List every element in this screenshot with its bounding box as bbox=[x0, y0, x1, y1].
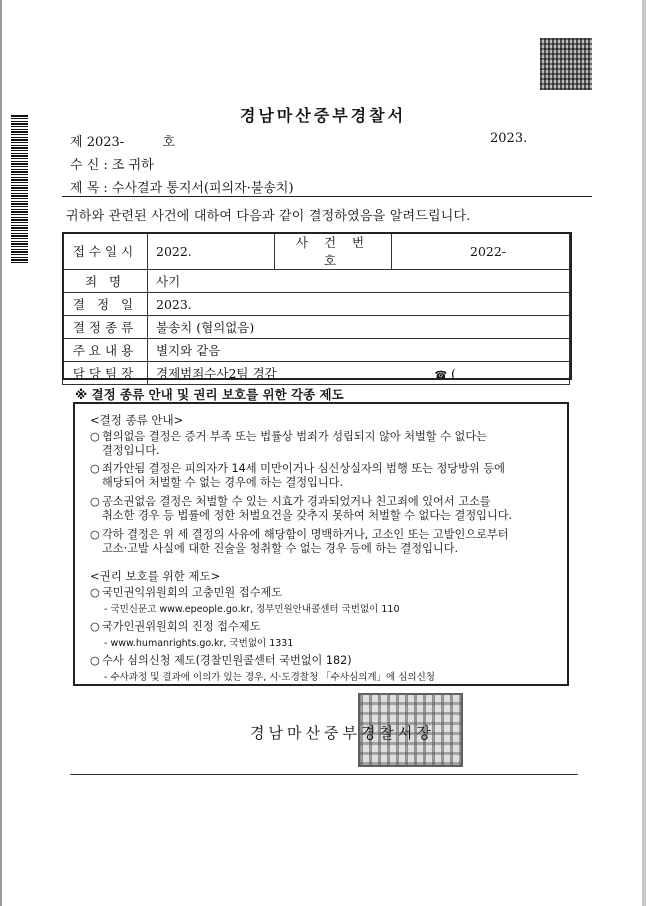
notice-heading: ※ 결정 종류 안내 및 권리 보호를 위한 각종 제도 bbox=[75, 387, 344, 402]
list-item bbox=[90, 495, 560, 523]
document-title: 경남마산중부경찰서 bbox=[239, 106, 407, 125]
received-label: 접수일시 bbox=[63, 233, 148, 270]
doc-no-suffix: 호 bbox=[162, 135, 176, 150]
table-row bbox=[63, 339, 570, 362]
issuer-name: 경남마산중부경찰서장 bbox=[250, 724, 435, 742]
list-item bbox=[90, 462, 560, 490]
decision-item-line: 혐의없음 결정은 증거 부족 또는 법률상 범죄가 성립되지 않아 처벌할 수 없다는 bbox=[102, 430, 487, 443]
list-item bbox=[90, 654, 560, 668]
decision-type-value: 불송치 (혐의없음) bbox=[148, 316, 570, 339]
phone-icon: ☎ bbox=[434, 370, 448, 381]
bullet-icon: ○ bbox=[90, 586, 100, 599]
rights-item-sub: - www.humanrights.go.kr, 국번없이 1331 bbox=[104, 638, 294, 649]
bullet-icon: ○ bbox=[90, 462, 100, 475]
officer-value bbox=[148, 362, 570, 385]
doc-no-prefix: 제 2023- bbox=[70, 135, 125, 150]
table-row bbox=[63, 270, 570, 293]
charge-value: 사기 bbox=[148, 270, 570, 293]
summary-value: 별지와 같음 bbox=[148, 339, 570, 362]
decision-type-label: 결정종류 bbox=[63, 316, 148, 339]
decision-item-line: 고소·고발 사실에 대한 진술을 청취할 수 없는 경우 등에 하는 결정입니다. bbox=[102, 542, 459, 555]
decision-item-line: 취소한 경우 등 법률에 정한 처벌요건을 갖추지 못하여 처벌할 수 없다는 결정입니다. bbox=[102, 509, 513, 522]
rights-item-sub: - 수사과정 및 결과에 이의가 있는 경우, 시·도경찰청 「수사심의계」에 심의신청 bbox=[104, 672, 435, 683]
bullet-icon: ○ bbox=[90, 620, 100, 633]
document-number bbox=[70, 131, 175, 150]
officer-label: 담당팀장 bbox=[63, 362, 148, 385]
rights-item-line: 수사 심의신청 제도(경찰민원콜센터 국번없이 182) bbox=[102, 654, 352, 667]
list-item bbox=[90, 528, 560, 556]
decision-date-label: 결 정 일 bbox=[63, 293, 148, 316]
rights-title: <권리 보호를 위한 제도> bbox=[90, 569, 221, 583]
table-row bbox=[63, 362, 570, 385]
barcode-image bbox=[11, 115, 28, 265]
charge-label: 죄 명 bbox=[63, 270, 148, 293]
intro-text: 귀하와 관련된 사건에 대하여 다음과 같이 결정하였음을 알려드립니다. bbox=[66, 209, 471, 224]
recipient-line: 수 신 : 조 귀하 bbox=[70, 158, 154, 173]
decision-item-line: 해당되어 처벌할 수 없는 경우에 하는 결정입니다. bbox=[102, 476, 344, 489]
decision-guide-title: <결정 종류 안내> bbox=[90, 413, 184, 427]
list-item bbox=[90, 586, 560, 600]
table-row bbox=[63, 233, 570, 270]
page-edge-left bbox=[0, 0, 2, 906]
bullet-icon: ○ bbox=[90, 430, 100, 443]
divider-bottom bbox=[70, 774, 578, 775]
qr-code-image bbox=[540, 38, 592, 90]
case-no-label: 사 건 번 호 bbox=[275, 233, 392, 270]
rights-item-line: 국민권익위원회의 고충민원 접수제도 bbox=[102, 586, 283, 599]
table-row bbox=[63, 316, 570, 339]
phone-value: ( bbox=[451, 366, 456, 381]
decision-date-value: 2023. bbox=[148, 293, 570, 316]
rights-item-sub: - 국민신문고 www.epeople.go.kr, 정부민원안내콜센터 국번없이 110 bbox=[104, 604, 400, 615]
subject-line: 제 목 : 수사결과 통지서(피의자·불송치) bbox=[70, 181, 294, 196]
case-no-value: 2022- bbox=[392, 233, 570, 270]
decision-item-line: 공소권없음 결정은 처벌할 수 있는 시효가 경과되었거나 친고죄에 있어서 고소를 bbox=[102, 495, 491, 508]
decision-item-line: 결정입니다. bbox=[102, 444, 160, 457]
list-item bbox=[90, 430, 560, 458]
list-item bbox=[90, 620, 560, 634]
divider-top bbox=[62, 196, 592, 197]
received-value: 2022. bbox=[148, 233, 275, 270]
case-info-table bbox=[62, 232, 570, 385]
rights-item-line: 국가인권위원회의 진정 접수제도 bbox=[102, 620, 261, 633]
officer-team: 경제범죄수사2팀 경감 bbox=[156, 366, 277, 381]
document-date: 2023. bbox=[490, 131, 528, 146]
bullet-icon: ○ bbox=[90, 528, 100, 541]
bullet-icon: ○ bbox=[90, 495, 100, 508]
table-row bbox=[63, 293, 570, 316]
decision-item-line: 각하 결정은 위 세 결정의 사유에 해당함이 명백하거나, 고소인 또는 고발인으로부터 bbox=[102, 528, 509, 541]
bullet-icon: ○ bbox=[90, 654, 100, 667]
decision-item-line: 죄가안됨 결정은 피의자가 14세 미만이거나 심신상실자의 범행 또는 정당방위 등에 bbox=[102, 462, 505, 475]
summary-label: 주요내용 bbox=[63, 339, 148, 362]
page-edge-right bbox=[642, 0, 646, 906]
